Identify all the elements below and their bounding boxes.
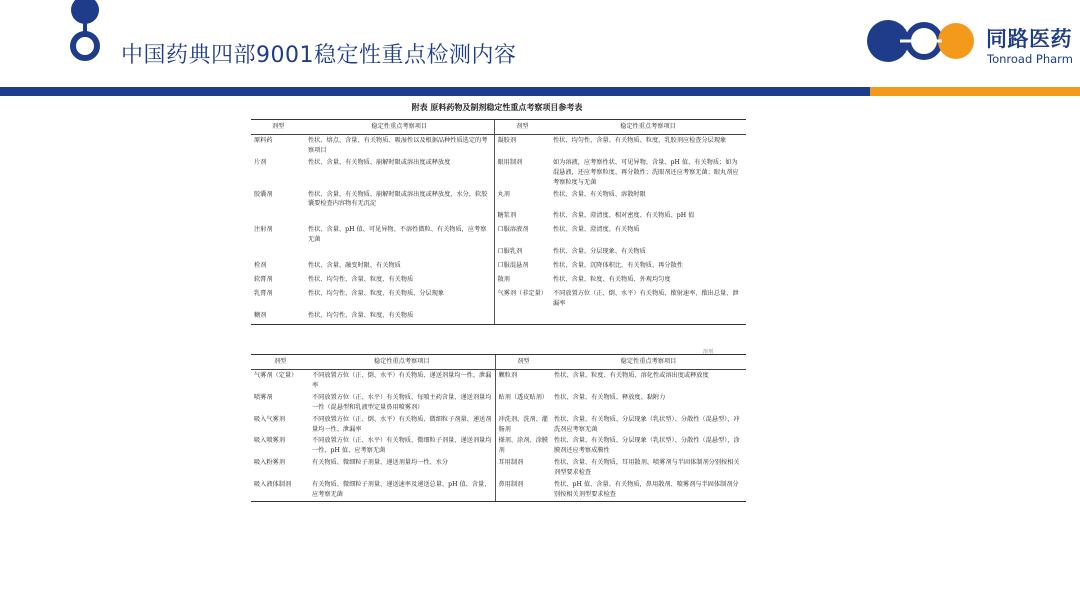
test-items-cell: 性状、含量、有关物质、崩解时限或溶出度或释放度 [308,158,451,166]
test-items-cell: 不同放置方位（正、水平）有关物质、微细粒子剂量、递送剂量均一性、pH 值、应考察无菌 [312,437,492,455]
test-items-cell: 性状、含量、粒度、有关物质、溶化性或溶出度或释放度 [554,371,709,379]
dosage-form-cell: 注射剂 [254,226,273,234]
test-items-cell: 性状、均匀性、含量、粒度、有关物质 [308,276,414,284]
test-items-cell: 性状、均匀性、含量、有关物质、粒度，乳胶剂应检查分层现象 [553,136,727,144]
table-header-cell: 稳定性重点考察项目 [309,355,495,370]
table-row [251,457,746,479]
dosage-form-cell: 胶囊剂 [254,190,273,198]
company-name-en: Tonroad Pharm [987,52,1073,66]
test-items-cell: 性状、含量、沉降体积比、有关物质、再分散性 [553,262,683,270]
dosage-form-cell: 丸剂 [494,189,550,211]
dosage-form-cell: 原料药 [254,136,273,144]
test-items-cell [305,210,494,224]
stability-table-upper [251,119,746,325]
dosage-form-cell: 糖浆剂 [494,210,550,224]
test-items-cell: 性状、含量、有关物质、释放度、黏附力 [554,393,666,401]
test-items-cell: 性状、均匀性、含量、粒度、有关物质 [305,310,494,325]
test-items-cell: 性状、含量、澄清度、有关物质 [553,226,640,234]
dosage-form-cell: 贴剂（透皮贴剂） [495,392,551,414]
table-row [251,479,746,501]
test-items-cell: 性状、含量、澄清度、相对密度、有关物质、pH 值 [553,212,695,220]
table-header-cell: 稳定性重点考察项目 [551,355,746,370]
test-items-cell: 不同放置方位（正、倒、水平）有关物质、递送剂量均一性、泄漏率 [312,371,492,389]
margin-note: 溶剂 [703,349,714,355]
dosage-form-cell: 颗粒剂 [495,369,551,391]
test-items-cell: 不同放置方位（正、倒、水平）有关物质、揿射速率、揿出总量、泄漏率 [553,290,739,308]
test-items-cell: 有关物质、微细粒子剂量、递送速率及递送总量、pH 值、含量、应考察无菌 [309,479,495,501]
company-name-cn: 同路医药 [986,27,1072,51]
test-items-cell: 性状、含量、有关物质、分层现象（乳状型）、分散性（混悬型），冲洗剂应考察无菌 [554,415,740,433]
table-row [251,288,746,310]
dosage-form-cell: 眼用制剂 [494,157,550,189]
dosage-form-cell: 糊剂 [251,310,305,325]
dosage-form-cell: 吸入气雾剂 [254,415,285,423]
test-items-cell: 性状、含量、有关物质、分层现象（乳状型）、分散性（混悬型），涂膜剂还应考察成膜性 [554,437,740,455]
dosage-form-cell: 栓剂 [254,262,267,270]
table-row [251,369,746,391]
table-row [251,189,746,211]
dosage-form-cell: 凝胶剂 [494,134,550,156]
dosage-form-cell: 口服混悬剂 [494,260,550,274]
test-items-cell: 性状、含量、有关物质，耳用散剂、喷雾剂与半固体制剂分别按相关剂型要求检查 [554,459,740,477]
dosage-form-cell: 鼻用制剂 [495,479,551,501]
dosage-form-cell: 吸入液体制剂 [251,479,309,501]
dosage-form-cell: 搽剂、涂剂、涂膜剂 [495,435,551,457]
pharmacopoeia-table-document [248,99,746,594]
dosage-form-cell [251,246,305,260]
table-header-cell: 剂型 [251,120,305,135]
dosage-form-cell: 吸入喷雾剂 [254,437,285,445]
dosage-form-cell: 口服溶液剂 [494,224,550,246]
table-row [251,260,746,274]
dosage-form-cell [251,210,305,224]
test-items-cell: 性状、均匀性、含量、粒度、有关物质、分层现象 [308,290,445,298]
test-items-cell: 有关物质、微细粒子剂量、递送剂量均一性、水分 [312,459,449,467]
table-header-cell: 稳定性重点考察项目 [305,120,494,135]
test-items-cell: 如为溶液，应考察性状、可见异物、含量、pH 值、有关物质；如为混悬液，还应考察粒度、再分散性；洗眼剂还应考察无菌；眼丸剂应考察粒度与无菌 [553,158,739,186]
dosage-form-cell: 片剂 [254,158,267,166]
table-row [251,157,746,189]
table-row [251,274,746,288]
test-items-cell: 不同放置方位（正、倒、水平）有关物质、微细粒子剂量、递送剂量均一性、泄漏率 [312,415,492,433]
test-items-cell [305,246,494,260]
test-items-cell: 性状、含量、有关物质、溶散时限 [553,190,646,198]
table-row [251,414,746,436]
test-items-cell: 不同放置方位（正、水平）有关物质、每喷主药含量、递送剂量均一性（混悬型和乳液型定量鼻用喷雾剂） [312,393,492,411]
table-row [251,210,746,224]
table-row [251,392,746,414]
table-header-cell: 稳定性重点考察项目 [550,120,746,135]
dosage-form-cell: 乳膏剂 [254,290,273,298]
table-row [251,310,746,325]
dosage-form-cell [494,310,550,325]
dosage-form-cell: 口服乳剂 [494,246,550,260]
dosage-form-cell: 散剂 [494,274,550,288]
test-items-cell: 性状、含量、pH 值、可见异物、不溶性微粒、有关物质，应考察无菌 [308,226,487,244]
test-items-cell: 性状、熔点、含量、有关物质、吸湿性以及根据品种性质选定的考察项目 [308,136,488,154]
table-header-cell: 剂型 [495,355,551,370]
table-row [251,246,746,260]
dosage-form-cell: 吸入粉雾剂 [254,459,285,467]
table-header-cell: 剂型 [251,355,309,370]
dosage-form-cell: 喷雾剂 [254,393,273,401]
document-caption: 附表 原料药物及制剂稳定性重点考察项目参考表 [411,102,583,112]
dosage-form-cell: 软膏剂 [254,276,273,284]
header-divider-blue [0,87,870,96]
test-items-cell: 性状、含量、有关物质、崩解时限或溶出度或释放度、水分，软胶囊要检查内容物有无沉淀 [308,190,488,208]
header-divider-orange [870,87,1080,96]
stability-table-lower [251,354,746,502]
table-header-cell: 剂型 [494,120,550,135]
test-items-cell: 性状、pH 值、含量、有关物质，鼻用散剂、喷雾剂与半固体制剂分别按相关剂型要求检查 [551,479,746,501]
corner-molecule-decoration [0,0,120,70]
table-row [251,435,746,457]
dosage-form-cell: 冲洗剂、洗剂、灌肠剂 [495,414,551,436]
test-items-cell [550,310,746,325]
dosage-form-cell: 耳用制剂 [495,457,551,479]
dosage-form-cell: 气雾剂（定量） [254,371,298,379]
table-row [251,224,746,246]
table-row [251,134,746,156]
test-items-cell: 性状、含量、粒度、有关物质、外观均匀度 [553,276,671,284]
test-items-cell: 性状、含量、融变时限、有关物质 [308,262,401,270]
test-items-cell: 性状、含量、分层现象、有关物质 [553,248,646,256]
slide-title: 中国药典四部9001稳定性重点检测内容 [121,43,517,68]
dosage-form-cell: 气雾剂（非定量） [494,288,550,310]
